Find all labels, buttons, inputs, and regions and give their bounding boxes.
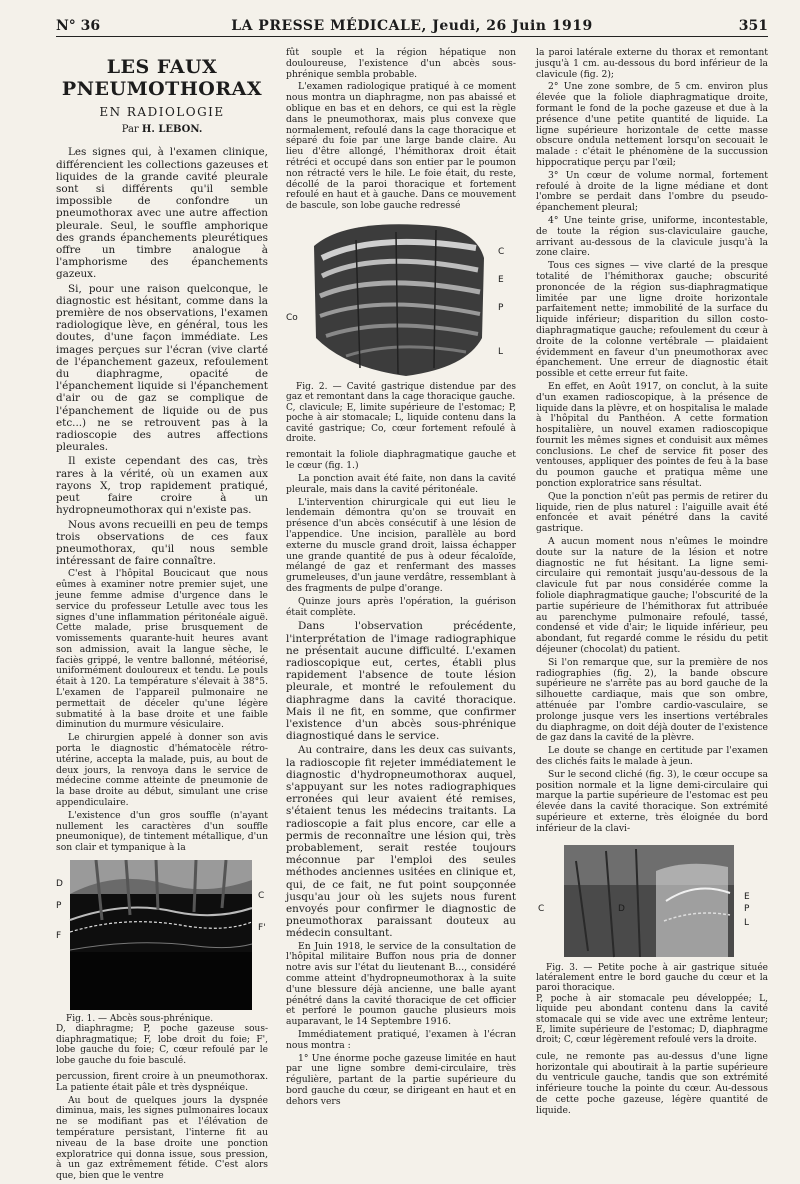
paragraph: En effet, en Août 1917, on conclut, à la suite d'un examen radioscopique, à la présence de liquide dans la plèvre, et on hospitalisa le malade à l'hôpital du Panthéon. A cette formation hospitalière, un nouvel examen radioscopique fournit les mêmes signes et conduisit aux mêmes conclusions. Le chef de service fit poser des ventouses, appliquer des pointes de feu à la base du poumon gauche et pratiqua même une ponction exploratrice sans résultat.	[536, 380, 768, 490]
fig2-label-P: P	[498, 302, 504, 313]
fig1-label-Fprime: F'	[258, 923, 266, 934]
issue-number: N° 36	[56, 18, 101, 34]
figure-3-legend: P, poche à air stomacale peu développée; L, liquide peu abondant contenu dans la cavité stomacale qui se vide avec une extrême lenteur; E, limite supérieure de l'estomac; D, diaphragme droit; C, cœur légèrement refoulé vers la droite.	[536, 993, 768, 1046]
paragraph: Le chirurgien appelé à donner son avis porta le diagnostic d'hématocèle rétro-utérine, accepta la malade, puis, au bout de deux jours, la renvoya dans le service de médecine comme atteinte de pneumonie de la base droite au début, simulant une crise appendiculaire.	[56, 732, 268, 809]
paragraph: En Juin 1918, le service de la consultation de l'hôpital militaire Buffon nous pria de donner notre avis sur l'état du lieutenant B..., considéré comme atteint d'hydropneumothorax à la suite d'une blessure déjà ancienne, une balle ayant pénétré dans la cavité thoracique de cet officier et perforé le poumon gauche plusieurs mois auparavant, le 14 Septembre 1916.	[286, 940, 516, 1028]
column-3	[536, 48, 768, 1119]
article-subtitle: EN RADIOLOGIE	[99, 105, 225, 119]
column-1	[56, 48, 268, 1184]
paragraph: Que la ponction n'eût pas permis de retirer du liquide, rien de plus naturel : l'aiguille avait été enfoncée et avait pénétré dans la cavité gastrique.	[536, 490, 768, 535]
journal-title: LA PRESSE MÉDICALE, Jeudi, 26 Juin 1919	[231, 18, 593, 34]
paragraph: Les signes qui, à l'examen clinique, différencient les collections gazeuses et liquides de la grande cavité pleurale sont si différents qu'il semble impossible de confondre un pneumothorax avec une autre affection pleurale. Seul, le souffle amphorique des grands épanchements pleurétiques offre un timbre analogue à l'amphorisme des épanchements gazeux.	[56, 146, 268, 281]
figure-1-radiograph	[56, 860, 268, 1010]
paragraph: la paroi latérale externe du thorax et remontant jusqu'à 1 cm. au-dessous du bord inférieur de la clavicule (fig. 2);	[536, 47, 768, 80]
paragraph: Tous ces signes — vive clarté de la presque totalité de l'hémithorax gauche; obscurité prononcée de la région sus-diaphragmatique limitée par une ligne droite horizontale parfaitement nette; immobilité de la surface du liquide inférieur; disparition du sillon costo-diaphragmatique gauche; refoulement du cœur à droite de la colonne vertébrale — plaidaient évidemment en faveur d'un pneumothorax avec épanchement. Une erreur de diagnostic était possible et cette erreur fut faite.	[536, 260, 768, 380]
paragraph: Au bout de quelques jours la dyspnée diminua, mais, les signes pulmonaires locaux ne se modifiant pas et l'élévation de température persistant, l'interne fit au niveau de la base droite une ponction exploratrice qui donna issue, sous pression, à un gaz extrêmement fétide. C'est alors que, bien que le ventre	[56, 1094, 268, 1182]
paragraph: L'examen radiologique pratiqué à ce moment nous montra un diaphragme, non pas abaissé et oblique en bas et en dehors, ce qui est la règle dans le pneumothorax, mais plus convexe que normalement, refoulé dans la cage thoracique et séparé du foie par une large bande claire. Au lieu d'être allongé, l'hémithorax droit était rétréci et occupé dans son entier par le poumon non rétracté vers le hile. Le foie était, du reste, décollé de la paroi thoracique et fortement refoulé en haut et à gauche. Dans ce mouvement de bascule, son lobe gauche redressé	[286, 81, 516, 212]
paragraph: Quinze jours après l'opération, la guérison était complète.	[286, 595, 516, 618]
figure-3-caption	[536, 963, 768, 1046]
figure-3-radiograph	[536, 841, 768, 959]
fig2-label-C: C	[498, 246, 505, 257]
fig3-label-E: E	[744, 891, 750, 902]
figure-2	[286, 218, 516, 378]
fig1-label-P: P	[56, 901, 62, 912]
paragraph: cule, ne remonte pas au-dessus d'une ligne horizontale qui aboutirait à la partie supérieure du ventricule gauche, tandis que son extrémité inférieure touche la pointe du cœur. Au-dessous de cette poche gazeuse, légère quantité de liquide.	[536, 1050, 768, 1116]
fig2-label-L: L	[498, 346, 504, 357]
fig1-label-C: C	[258, 891, 265, 902]
fig1-label-D: D	[56, 879, 63, 890]
paragraph: Dans l'observation précédente, l'interprétation de l'image radiographique ne présentait aucune difficulté. L'examen radioscopique eut, certes, établi plus rapidement l'absence de toute lésion pleurale, et montré le refoulement du diaphragme dans la cavité thoracique. Mais il ne fit, en somme, que confirmer l'existence d'un abcès sous-phrénique diagnostiqué dans le service.	[286, 620, 516, 743]
figure-1-legend: D, diaphragme; P, poche gazeuse sous-diaphragmatique; F, lobe droit du foie; F', lobe gauche du foie; C, cœur refoulé par le lobe gauche du foie basculé.	[56, 1024, 268, 1066]
paragraph: Sur le second cliché (fig. 3), le cœur occupe sa position normale et la ligne demi-circulaire qui marque la partie supérieure de l'estomac est peu élevée dans la cavité thoracique. Son extrémité supérieure et externe, très éloignée du bord inférieur de la clavi-	[536, 768, 768, 834]
article-title: LES FAUX PNEUMOTHORAX	[61, 56, 263, 100]
paragraph: 3° Un cœur de volume normal, fortement refoulé à droite de la ligne médiane et dont l'ombre se perdait dans l'ombre du pseudo-épanchement pleural;	[536, 169, 768, 214]
running-header	[56, 18, 768, 37]
fig2-label-Co: Co	[286, 312, 298, 323]
page-number: 351	[738, 18, 768, 34]
paragraph: L'intervention chirurgicale qui eut lieu le lendemain démontra qu'on se trouvait en présence d'un abcès consécutif à une lésion de l'appendice. Une incision, parallèle au bord externe du muscle grand droit, laissa échapper une grande quantité de pus à odeur fécaloïde, mélangé de gaz et renfermant des masses grumeleuses, d'un jaune verdâtre, ressemblant à des fragments de pulpe d'orange.	[286, 496, 516, 594]
paragraph: Au contraire, dans les deux cas suivants, la radioscopie fit rejeter immédiatement le diagnostic d'hydropneumothorax auquel, s'appuyant sur les notes radiographiques erronées qui leur avaient été remises, s'étaient tenus les médecins traitants. La radioscopie a fait plus encore, car elle a permis de reconnaître une lésion qui, très probablement, serait restée toujours méconnue par l'emploi des seules méthodes anciennes usitées en clinique et, qui, de ce fait, ne fut point soupçonnée jusqu'au jour où les sujets nous furent envoyés pour confirmer le diagnostic de pneumothorax paraissant douteux au médecin consultant.	[286, 744, 516, 940]
figure-2-legend: C, clavicule; E, limite supérieure de l'estomac; P, poche à air stomacale; L, liquide contenu dans la cavité gastrique; Co, cœur fortement refoulé à droite.	[286, 402, 516, 444]
figure-2-title: Fig. 2. — Cavité gastrique distendue par des gaz et remontant dans la cage thoracique gauche.	[286, 381, 516, 403]
figure-3	[536, 841, 768, 959]
paragraph: Immédiatement pratiqué, l'examen à l'écran nous montra :	[286, 1029, 516, 1051]
paragraph: A aucun moment nous n'eûmes le moindre doute sur la nature de la lésion et notre diagnostic ne fut hésitant. La ligne semi-circulaire qui remontait jusqu'au-dessous de la clavicule fut par nous considérée comme la foliole diaphragmatique gauche; l'obscurité de la partie supérieure de l'hémithorax fut attribuée au parenchyme pulmonaire refoulé, tassé, condensé et vide d'air; le liquide inférieur, peu abondant, fut regardé comme le résidu du petit déjeuner (chocolat) du patient.	[536, 536, 768, 656]
paragraph: remontait la foliole diaphragmatique gauche et le cœur (fig. 1.)	[286, 449, 516, 472]
figure-2-caption	[286, 382, 516, 444]
figure-3-title: Fig. 3. — Petite poche à air gastrique située latéralement entre le bord gauche du cœur et la paroi thoracique.	[536, 962, 768, 994]
paragraph: fût souple et la région hépatique non douloureuse, l'existence d'un abcès sous-phrénique sembla probable.	[286, 47, 516, 80]
paragraph: 2° Une zone sombre, de 5 cm. environ plus élevée que la foliole diaphragmatique droite, formant le fond de la poche gazeuse et due à la présence d'une petite quantité de liquide. La ligne supérieure horizontale de cette masse obscure ondula nettement lorsqu'on secouait le malade : c'était le phénomène de la succussion hippocratique perçu par l'œil;	[536, 81, 768, 168]
paragraph: Il existe cependant des cas, très rares à la vérité, où un examen aux rayons X, trop rapidement pratiqué, peut faire croire à un hydropneumothorax qui n'existe pas.	[56, 455, 268, 517]
paragraph: 1° Une énorme poche gazeuse limitée en haut par une ligne sombre demi-circulaire, très régulière, partant de la partie supérieure du bord gauche du cœur, se dirigeant en haut et en dehors vers	[286, 1052, 516, 1107]
paragraph: Si l'on remarque que, sur la première de nos radiographies (fig. 2), la bande obscure supérieure ne s'arrête pas au bord gauche de la silhouette cardiaque, mais que son ombre, atténuée par l'ombre cardio-vasculaire, se prolonge jusque vers les insertions vertébrales du diaphragme, on doit déjà douter de l'existence de gaz dans la cavité de la plèvre.	[536, 656, 768, 744]
figure-1-caption	[56, 1014, 268, 1066]
paragraph: Nous avons recueilli en peu de temps trois observations de ces faux pneumothorax, qu'il nous semble intéressant de faire connaître.	[56, 518, 268, 568]
fig3-label-C: C	[538, 903, 545, 914]
author-prefix: Par	[121, 124, 139, 136]
author-line	[56, 124, 268, 136]
paragraph: La ponction avait été faite, non dans la cavité pleurale, mais dans la cavité péritonéale.	[286, 472, 516, 495]
figure-2-radiograph	[286, 218, 516, 378]
fig3-label-D: D	[618, 903, 625, 914]
figure-1-title: Fig. 1. — Abcès sous-phrénique.	[66, 1014, 214, 1025]
fig3-label-L: L	[744, 917, 750, 928]
figure-1	[56, 860, 268, 1010]
paragraph: percussion, firent croire à un pneumothorax. La patiente était pâle et très dyspnéique.	[56, 1071, 268, 1093]
column-2	[286, 48, 516, 1110]
paragraph: Si, pour une raison quelconque, le diagnostic est hésitant, comme dans la première de nos observations, l'examen radiologique lève, en général, tous les doutes, d'une façon immédiate. Les images perçues sur l'écran (vive clarté de l'épanchement gazeux, refoulement du diaphragme, opacité de l'épanchement liquide si l'épanchement d'air ou de gaz se complique de l'épanchement de liquide ou de pus etc...) ne se retrouvent pas à la radioscopie des autres affections pleurales.	[56, 282, 268, 454]
paragraph: C'est à l'hôpital Boucicaut que nous eûmes à examiner notre premier sujet, une jeune femme admise d'urgence dans le service du professeur Letulle avec tous les signes d'une inflammation péritonéale aiguë. Cette malade, prise brusquement de vomissements quarante-huit heures avant son admission, avait la langue sèche, le faciès grippé, le ventre ballonné, météorisé, uniformément douloureux et tendu. Le pouls était à 120. La température s'élevait à 38°5. L'examen de l'appareil pulmonaire ne permettait de déceler qu'une légère submatité à la base droite et une faible diminution du murmure vésiculaire.	[56, 568, 268, 731]
fig1-label-F: F	[56, 931, 62, 942]
author-name: H. LEBON.	[141, 124, 203, 136]
paragraph: 4° Une teinte grise, uniforme, incontestable, de toute la région sus-claviculaire gauche, arrivant au-dessous de la clavicule jusqu'à la zone claire.	[536, 214, 768, 259]
fig3-label-P: P	[744, 903, 750, 914]
paragraph: Le doute se change en certitude par l'examen des clichés faits le malade à jeun.	[536, 745, 768, 767]
fig2-label-E: E	[498, 274, 504, 285]
paragraph: L'existence d'un gros souffle (n'ayant nullement les caractères d'un souffle pneumonique), de tintement métallique, d'un son clair et tympanique à la	[56, 809, 268, 854]
